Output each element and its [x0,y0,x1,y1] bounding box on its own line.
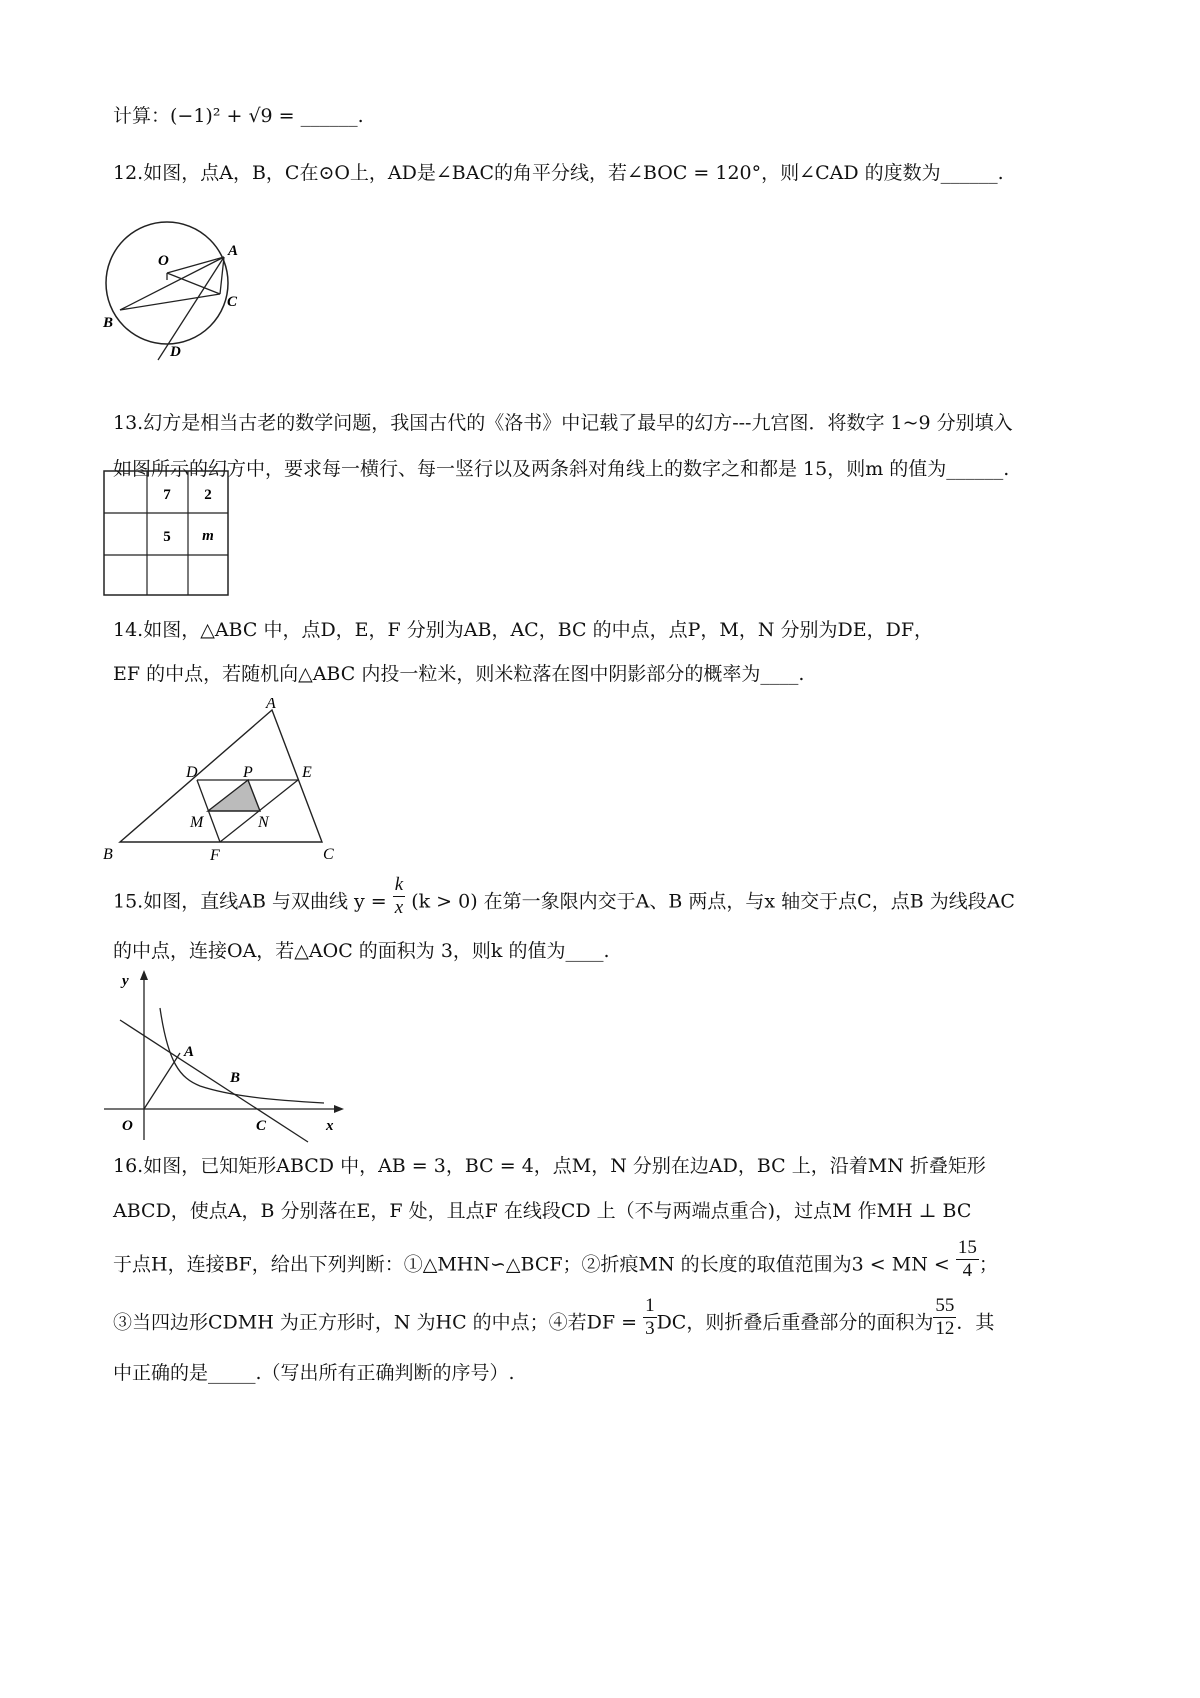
label-B: B [103,846,113,863]
question-13-line-2 [113,456,1009,482]
q16-text-3a: 于点H，连接BF，给出下列判断：①△MHN∽△BCF；②折痕MN 的长度的取值范围为3 < MN < [113,1253,950,1276]
label-y: y [122,973,129,989]
label-C: C [323,846,334,863]
label-O: O [158,253,169,269]
q16-text-4c: ．其 [956,1311,995,1334]
label-M: M [190,814,204,831]
q15-text-1a: 如图，直线AB 与双曲线 y = [143,890,387,913]
q16-frac-1: 1 [645,1295,655,1316]
label-F: F [210,847,220,864]
q15-text-1b: (k > 0) 在第一象限内交于A、B 两点，与x 轴交于点C，点B 为线段AC [411,890,1015,913]
q16-frac-12: 12 [935,1318,955,1339]
question-11 [113,103,364,129]
label-A: A [228,243,239,259]
q16-text-4a: ③当四边形CDMH 为正方形时，N 为HC 的中点；④若DF = [113,1311,638,1334]
question-16-line-3 [113,1237,998,1282]
q15-fraction [393,874,405,919]
q13-text-2: 如图所示的幻方中，要求每一横行、每一竖行以及两条斜对角线上的数字之和都是 15，则m 的值为______. [113,458,1010,480]
q16-frac-4: 4 [962,1260,973,1281]
q16-text-5: 中正确的是_____.（写出所有正确判断的序号）. [113,1362,515,1384]
question-16-line-1 [113,1153,986,1179]
cell-r1c2: 7 [163,487,171,503]
label-P: P [243,764,253,781]
q16-number: 16. [113,1155,144,1177]
q16-frac-3: 3 [645,1318,655,1339]
label-B: B [230,1070,241,1086]
q12-circle-figure [100,205,270,365]
question-16-line-5 [113,1360,515,1386]
label-E: E [302,764,312,781]
q15-hyperbola-figure [100,968,350,1148]
cell-r2c2: 5 [163,529,171,545]
question-14-line-2 [113,661,804,687]
q16-frac-55: 55 [935,1295,955,1316]
q13-magic-square [103,470,233,600]
q12-number: 12. [113,162,144,184]
q16-text-3b: ； [978,1253,998,1276]
q15-frac-num: k [394,874,404,895]
label-N: N [258,814,269,831]
question-15-line-2 [113,938,610,964]
q13-text-1: 幻方是相当古老的数学问题，我国古代的《洛书》中记载了最早的幻方---九宫图．将数字 1~9 分别填入 [143,412,1013,434]
label-A: A [266,698,276,712]
question-15-line-1 [113,874,1015,919]
label-A: A [184,1044,195,1060]
q16-text-4b: DC，则折叠后重叠部分的面积为 [656,1311,934,1334]
q16-fraction-55-12 [933,1295,956,1340]
q15-frac-den: x [394,897,404,918]
q16-frac-15: 15 [957,1237,977,1258]
q15-number: 15. [113,890,144,913]
q16-text-2: ABCD，使点A，B 分别落在E，F 处，且点F 在线段CD 上（不与两端点重合)，过点M 作MH ⊥ BC [113,1200,972,1222]
cell-r1c3: 2 [204,487,212,503]
q14-text-1: 如图，△ABC 中，点D，E，F 分别为AB，AC，BC 的中点，点P，M，N 分别为DE，DF， [143,619,934,641]
q16-fraction-15-4 [956,1237,979,1282]
q13-number: 13. [113,412,144,434]
q15-text-2: 的中点，连接OA，若△AOC 的面积为 3，则k 的值为____. [113,940,610,962]
label-x: x [326,1118,334,1134]
q14-triangle-figure [100,698,350,866]
q16-text-1: 如图，已知矩形ABCD 中，AB = 3，BC = 4，点M，N 分别在边AD，BC 上，沿着MN 折叠矩形 [143,1155,986,1177]
q14-text-2: EF 的中点，若随机向△ABC 内投一粒米，则米粒落在图中阴影部分的概率为____. [113,663,805,685]
label-B: B [103,315,114,331]
label-D: D [170,344,181,360]
question-12 [113,160,1004,186]
q11-text: 计算：(−1)² + √9 = ______. [113,105,364,127]
q12-text: 如图，点A，B，C在⊙O上，AD是∠BAC的角平分线，若∠BOC = 120°，则∠CAD 的度数为______. [143,162,1004,184]
question-16-line-4 [113,1295,995,1340]
q14-number: 14. [113,619,144,641]
question-16-line-2 [113,1198,971,1224]
question-14-line-1 [113,617,933,643]
q16-fraction-1-3 [643,1295,657,1340]
label-O: O [122,1118,133,1134]
cell-r2c3: m [202,528,214,544]
label-C: C [227,294,238,310]
question-13-line-1 [113,410,1013,436]
label-D: D [186,764,198,781]
label-C: C [256,1118,267,1134]
